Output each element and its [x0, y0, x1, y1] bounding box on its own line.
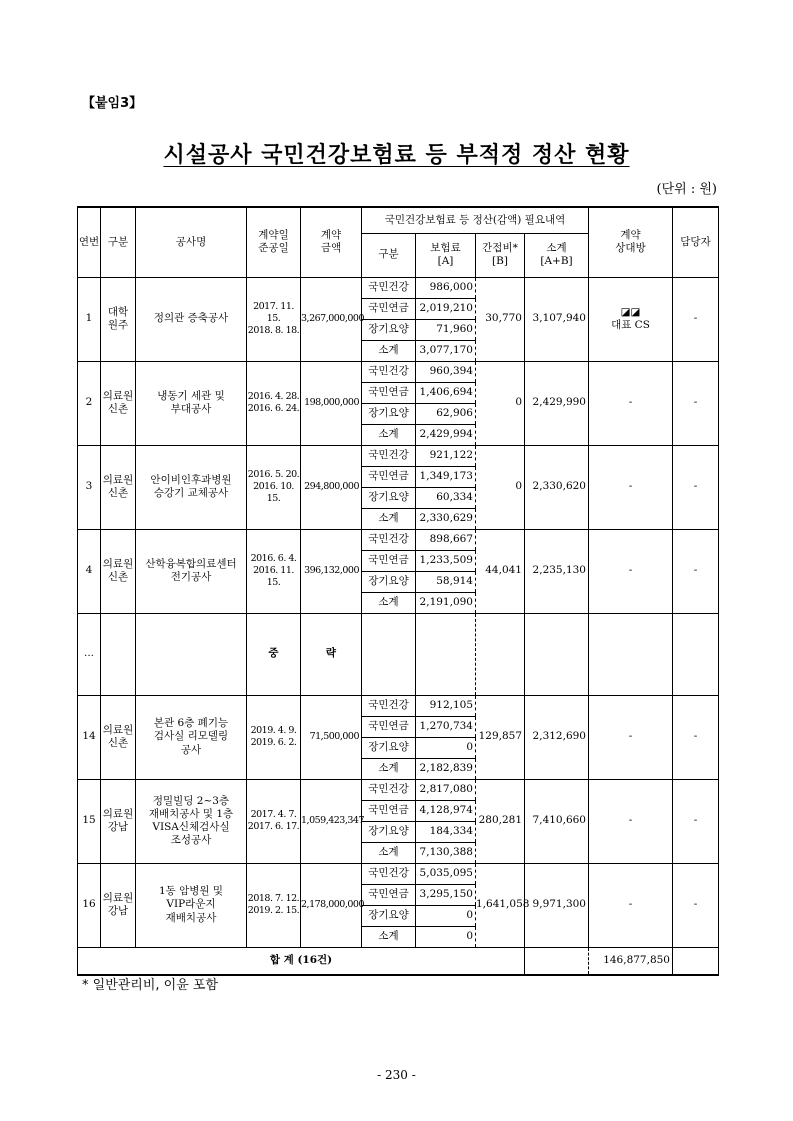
item-value: 0 [416, 737, 476, 758]
row-subtotal: 2,235,130 [525, 529, 589, 613]
item-label: 국민연금 [362, 466, 416, 487]
item-label: 소계 [362, 926, 416, 947]
total-empty [673, 947, 719, 975]
header-dates: 계약일 준공일 [247, 207, 301, 277]
row-project: 정밀빌딩 2~3층 재배치공사 및 1층 VISA신체검사실 조성공사 [136, 779, 247, 863]
row-manager: - [673, 529, 719, 613]
omitted-cell [476, 613, 525, 695]
row-dates: 2017. 11. 15. 2018. 8. 18. [247, 277, 301, 361]
page-number: - 230 - [377, 1068, 416, 1082]
header-indirect: 간접비* [B] [476, 233, 525, 277]
item-value: 3,077,170 [416, 340, 476, 361]
row-counterparty: - [589, 445, 673, 529]
item-value: 0 [416, 926, 476, 947]
total-row [78, 947, 719, 975]
row-indirect: 0 [476, 445, 525, 529]
item-value: 921,122 [416, 445, 476, 466]
table-body-upper [78, 277, 719, 613]
row-dates: 2016. 6. 4. 2016. 11. 15. [247, 529, 301, 613]
row-no: 14 [78, 695, 101, 779]
item-label: 장기요양 [362, 737, 416, 758]
omitted-mid: 중 [247, 613, 301, 695]
row-amount: 396,132,000 [301, 529, 362, 613]
item-value: 7,130,388 [416, 842, 476, 863]
header-subtotal: 소계 [A+B] [525, 233, 589, 277]
document-title [0, 138, 793, 169]
item-value: 986,000 [416, 277, 476, 298]
row-manager: - [673, 863, 719, 947]
item-label: 소계 [362, 340, 416, 361]
item-label: 국민건강 [362, 361, 416, 382]
attachment-label: 【붙임3】 [82, 96, 143, 111]
item-label: 국민건강 [362, 277, 416, 298]
total-label: 합 계 (16건) [78, 947, 525, 975]
item-value: 2,330,629 [416, 508, 476, 529]
item-label: 국민연금 [362, 884, 416, 905]
item-value: 2,019,210 [416, 298, 476, 319]
omitted-cell [101, 613, 136, 695]
header-premium: 보험료 [A] [416, 233, 476, 277]
table-row [78, 779, 719, 800]
header-counterparty: 계약 상대방 [589, 207, 673, 277]
row-subtotal: 2,429,990 [525, 361, 589, 445]
header-sub-category: 구분 [362, 233, 416, 277]
item-value: 1,349,173 [416, 466, 476, 487]
row-category: 대학 원주 [101, 277, 136, 361]
row-project: 1동 암병원 및 VIP라운지 재배치공사 [136, 863, 247, 947]
row-counterparty: - [589, 695, 673, 779]
item-value: 2,817,080 [416, 779, 476, 800]
item-label: 장기요양 [362, 319, 416, 340]
row-subtotal: 2,330,620 [525, 445, 589, 529]
row-category: 의료원 신촌 [101, 695, 136, 779]
item-label: 국민건강 [362, 695, 416, 716]
omitted-cell [589, 613, 673, 695]
header-no: 연번 [78, 207, 101, 277]
item-value: 60,334 [416, 487, 476, 508]
item-label: 소계 [362, 758, 416, 779]
header-manager: 담당자 [673, 207, 719, 277]
row-manager: - [673, 695, 719, 779]
item-value: 58,914 [416, 571, 476, 592]
row-subtotal: 3,107,940 [525, 277, 589, 361]
item-value: 0 [416, 905, 476, 926]
row-no: 1 [78, 277, 101, 361]
row-amount: 3,267,000,000 [301, 277, 362, 361]
row-dates: 2019. 4. 9. 2019. 6. 2. [247, 695, 301, 779]
row-counterparty: - [589, 779, 673, 863]
table-row [78, 445, 719, 466]
row-manager: - [673, 779, 719, 863]
row-counterparty: - [589, 529, 673, 613]
row-indirect: 30,770 [476, 277, 525, 361]
item-label: 소계 [362, 424, 416, 445]
title-text: 시설공사 국민건강보험료 등 부적정 정산 현황 [163, 142, 630, 168]
omitted-right: 략 [301, 613, 362, 695]
row-category: 의료원 강남 [101, 863, 136, 947]
item-value: 1,406,694 [416, 382, 476, 403]
table-row [78, 277, 719, 298]
item-label: 소계 [362, 592, 416, 613]
item-label: 장기요양 [362, 487, 416, 508]
item-value: 2,191,090 [416, 592, 476, 613]
row-manager: - [673, 361, 719, 445]
item-label: 소계 [362, 842, 416, 863]
row-no: 15 [78, 779, 101, 863]
item-value: 71,960 [416, 319, 476, 340]
row-no: 16 [78, 863, 101, 947]
row-project: 본관 6층 폐기능 검사실 리모델링 공사 [136, 695, 247, 779]
omitted-cell [525, 613, 589, 695]
item-label: 장기요양 [362, 403, 416, 424]
row-project: 안이비인후과병원 승강기 교체공사 [136, 445, 247, 529]
item-label: 국민건강 [362, 529, 416, 550]
row-indirect: 129,857 [476, 695, 525, 779]
row-dates: 2017. 4. 7. 2017. 6. 17. [247, 779, 301, 863]
omitted-cell [136, 613, 247, 695]
item-label: 국민건강 [362, 863, 416, 884]
row-subtotal: 7,410,660 [525, 779, 589, 863]
item-value: 3,295,150 [416, 884, 476, 905]
unit-label: (단위 : 원) [656, 182, 717, 197]
item-label: 장기요양 [362, 905, 416, 926]
row-project: 산학융복합의료센터 전기공사 [136, 529, 247, 613]
item-label: 국민연금 [362, 382, 416, 403]
item-value: 4,128,974 [416, 800, 476, 821]
row-amount: 198,000,000 [301, 361, 362, 445]
item-value: 2,429,994 [416, 424, 476, 445]
row-counterparty: - [589, 863, 673, 947]
item-value: 898,667 [416, 529, 476, 550]
header-category: 구분 [101, 207, 136, 277]
item-label: 국민연금 [362, 800, 416, 821]
item-value: 5,035,095 [416, 863, 476, 884]
row-no: 3 [78, 445, 101, 529]
row-no: 2 [78, 361, 101, 445]
settlement-table [77, 206, 719, 976]
item-value: 960,394 [416, 361, 476, 382]
total-value: 146,877,850 [589, 947, 673, 975]
omitted-no: ... [78, 613, 101, 695]
row-dates: 2016. 4. 28. 2016. 6. 24. [247, 361, 301, 445]
row-counterparty: - [589, 361, 673, 445]
row-indirect: 44,041 [476, 529, 525, 613]
table-row [78, 529, 719, 550]
item-label: 국민연금 [362, 550, 416, 571]
omitted-section [78, 613, 719, 695]
item-label: 장기요양 [362, 821, 416, 842]
item-label: 소계 [362, 508, 416, 529]
row-indirect: 0 [476, 361, 525, 445]
table-body-lower [78, 695, 719, 947]
footnote: * 일반관리비, 이윤 포함 [82, 978, 219, 993]
row-category: 의료원 신촌 [101, 361, 136, 445]
row-category: 의료원 신촌 [101, 445, 136, 529]
row-indirect: 280,281 [476, 779, 525, 863]
item-value: 1,233,509 [416, 550, 476, 571]
item-value: 184,334 [416, 821, 476, 842]
omitted-cell [673, 613, 719, 695]
table-row [78, 361, 719, 382]
row-manager: - [673, 445, 719, 529]
item-label: 국민연금 [362, 716, 416, 737]
item-value: 912,105 [416, 695, 476, 716]
table-row [78, 695, 719, 716]
header-amount: 계약 금액 [301, 207, 362, 277]
row-subtotal: 2,312,690 [525, 695, 589, 779]
item-label: 장기요양 [362, 571, 416, 592]
row-project: 냉동기 세관 및 부대공사 [136, 361, 247, 445]
row-counterparty: ◪◪ 대표 CS [589, 277, 673, 361]
omitted-cell [416, 613, 476, 695]
omitted-cell [362, 613, 416, 695]
item-label: 국민건강 [362, 445, 416, 466]
item-label: 국민연금 [362, 298, 416, 319]
row-amount: 71,500,000 [301, 695, 362, 779]
item-value: 1,270,734 [416, 716, 476, 737]
table-row [78, 863, 719, 884]
row-category: 의료원 신촌 [101, 529, 136, 613]
row-project: 정의관 증축공사 [136, 277, 247, 361]
total-empty [525, 947, 589, 975]
row-manager: - [673, 277, 719, 361]
item-value: 2,182,839 [416, 758, 476, 779]
row-subtotal: 9,971,300 [525, 863, 589, 947]
row-dates: 2018. 7. 12. 2019. 2. 15. [247, 863, 301, 947]
item-value: 62,906 [416, 403, 476, 424]
row-no: 4 [78, 529, 101, 613]
row-amount: 294,800,000 [301, 445, 362, 529]
row-indirect: 1,641,058 [476, 863, 525, 947]
item-label: 국민건강 [362, 779, 416, 800]
header-group: 국민건강보험료 등 정산(감액) 필요내역 [362, 207, 589, 233]
row-amount: 1,059,423,347 [301, 779, 362, 863]
row-category: 의료원 강남 [101, 779, 136, 863]
header-project: 공사명 [136, 207, 247, 277]
row-dates: 2016. 5. 20. 2016. 10. 15. [247, 445, 301, 529]
row-amount: 2,178,000,000 [301, 863, 362, 947]
